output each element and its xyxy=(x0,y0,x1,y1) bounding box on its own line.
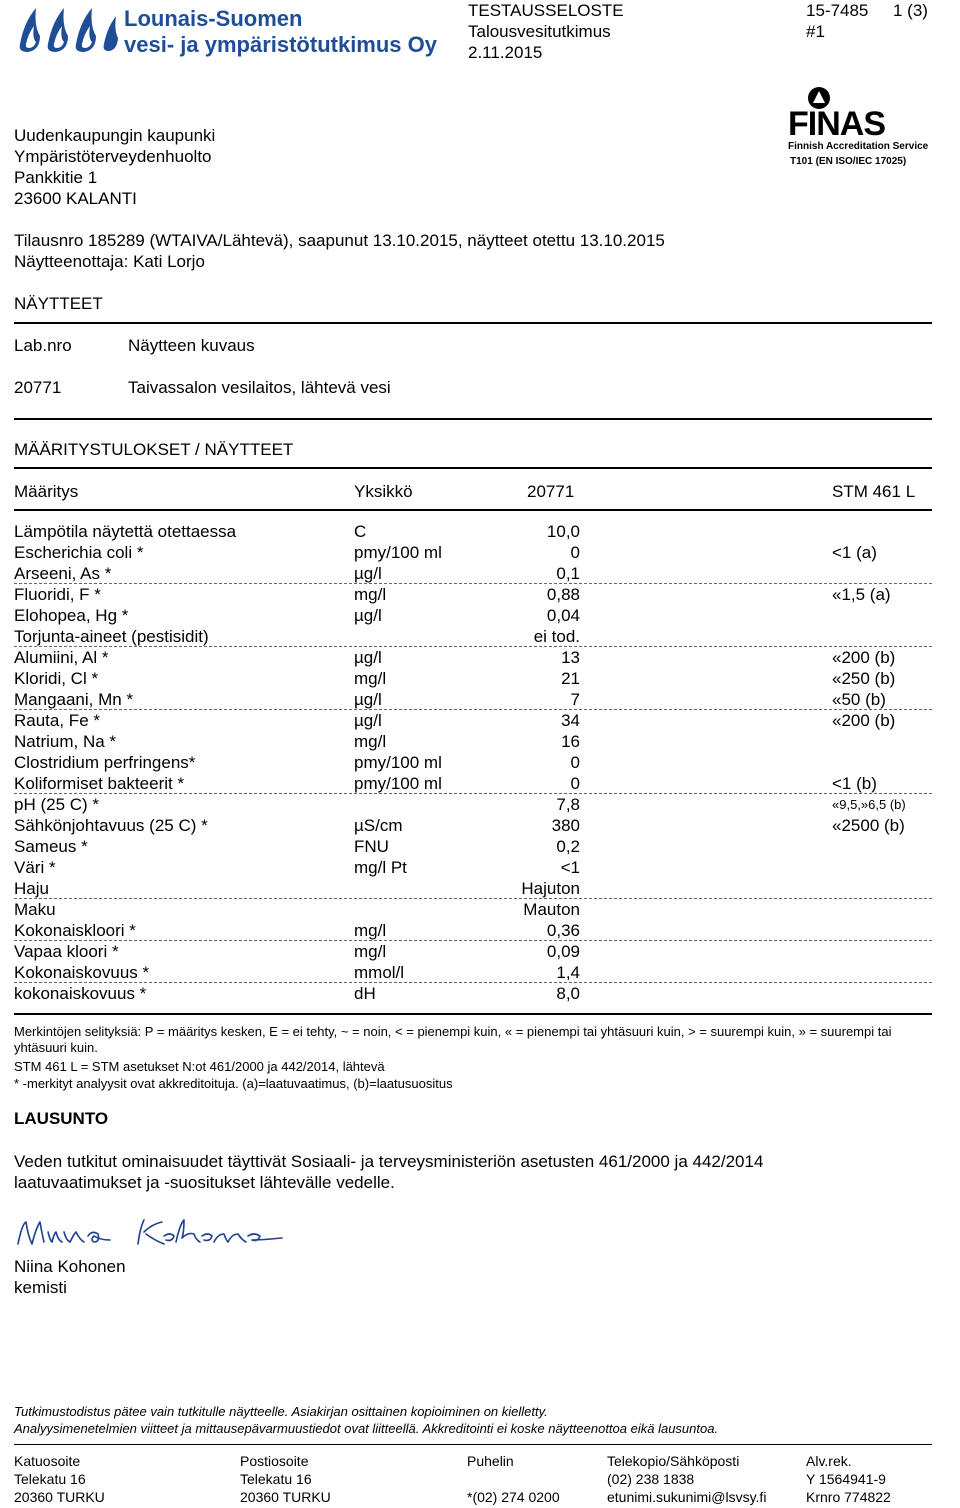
result-row xyxy=(14,899,932,920)
footer-col3-line: *(02) 274 0200 xyxy=(467,1489,560,1505)
result-value: 0,09 xyxy=(546,942,580,961)
result-row xyxy=(14,941,932,962)
result-unit: µg/l xyxy=(354,648,382,667)
result-stm-limit: «50 (b) xyxy=(832,690,886,709)
footer-col1-line: 20360 TURKU xyxy=(14,1489,105,1505)
result-unit: µg/l xyxy=(354,690,382,709)
results-col-stm: STM 461 L xyxy=(832,482,916,501)
result-row xyxy=(14,584,932,605)
water-drops-icon xyxy=(14,4,118,58)
result-value: 13 xyxy=(561,648,580,667)
sample-labnro: 20771 xyxy=(14,378,62,397)
section-divider xyxy=(14,322,932,324)
document-type: TESTAUSSELOSTE xyxy=(468,1,624,20)
result-unit: pmy/100 ml xyxy=(354,753,442,772)
stm-note: STM 461 L = STM asetukset N:ot 461/2000 ja 442/2014, lähtevä xyxy=(14,1059,385,1074)
result-stm-limit: <1 (a) xyxy=(832,543,877,562)
result-name: Elohopea, Hg * xyxy=(14,606,129,625)
footer-disclaimer-2: Analyysimenetelmien viitteet ja mittausepävarmuustiedot ovat liitteellä. Akkreditointi ei koske näytteenottoa eikä lausuntoa. xyxy=(14,1421,719,1436)
result-name: Arseeni, As * xyxy=(14,564,112,583)
results-table xyxy=(14,521,932,1004)
results-col-unit: Yksikkö xyxy=(354,482,413,501)
result-name: pH (25 C) * xyxy=(14,795,100,814)
sample-description: Taivassalon vesilaitos, lähtevä vesi xyxy=(128,378,391,397)
result-row xyxy=(14,710,932,731)
statement-heading: LAUSUNTO xyxy=(14,1109,109,1128)
signer-title: kemisti xyxy=(14,1278,67,1297)
result-row xyxy=(14,626,932,647)
result-stm-limit: <1 (b) xyxy=(832,774,877,793)
result-value: 7,8 xyxy=(556,795,580,814)
result-name: Kloridi, Cl * xyxy=(14,669,99,688)
result-value: 0 xyxy=(570,543,580,562)
result-row xyxy=(14,668,932,689)
signature-icon xyxy=(14,1214,284,1256)
recipient-line2: Ympäristöterveydenhuolto xyxy=(14,147,212,166)
result-name: Torjunta-aineet (pestisidit) xyxy=(14,627,209,646)
result-value: 1,4 xyxy=(556,963,580,982)
result-value: 380 xyxy=(551,816,580,835)
result-row xyxy=(14,878,932,899)
footer-col2-line: 20360 TURKU xyxy=(240,1489,331,1505)
result-unit: mg/l xyxy=(354,585,387,604)
legend-note: Merkintöjen selityksiä: P = määritys kesken, E = ei tehty, ~ = noin, < = pienempi kuin, « = pienempi tai yhtäsuuri kuin, > = suurempi kuin, » = suurempi tai yhtäsuuri kuin. xyxy=(14,1024,892,1055)
results-heading: MÄÄRITYSTULOKSET / NÄYTTEET xyxy=(14,440,294,459)
results-col-sample: 20771 xyxy=(527,482,575,501)
footer-col1-line: Katuosoite xyxy=(14,1453,81,1469)
footer-col1-line: Telekatu 16 xyxy=(14,1471,86,1487)
page-indicator: 1 (3) xyxy=(893,1,928,20)
finas-logo xyxy=(788,86,929,172)
finas-service: Finnish Accreditation Service xyxy=(788,141,929,152)
result-stm-limit: «2500 (b) xyxy=(832,816,905,835)
org-name-line2: vesi- ja ympäristötutkimus Oy xyxy=(124,32,437,57)
result-unit: mmol/l xyxy=(354,963,405,982)
signer-name: Niina Kohonen xyxy=(14,1257,126,1276)
result-name: Sähkönjohtavuus (25 C) * xyxy=(14,816,208,835)
result-name: Haju xyxy=(14,879,49,898)
result-value: 34 xyxy=(561,711,580,730)
result-unit: mg/l xyxy=(354,669,387,688)
samples-col-description: Näytteen kuvaus xyxy=(128,336,255,355)
result-name: kokonaiskovuus * xyxy=(14,984,147,1003)
handwritten-signature xyxy=(14,1214,284,1256)
section-divider xyxy=(14,1013,932,1015)
recipient-line1: Uudenkaupungin kaupunki xyxy=(14,126,216,145)
result-name: Clostridium perfringens* xyxy=(14,753,196,772)
result-unit: µg/l xyxy=(354,564,382,583)
result-value: 0,36 xyxy=(546,921,580,940)
result-unit: mg/l xyxy=(354,732,387,751)
org-name-line1: Lounais-Suomen xyxy=(124,6,303,31)
result-value: 8,0 xyxy=(556,984,580,1003)
section-divider xyxy=(14,418,932,420)
result-stm-limit: «1,5 (a) xyxy=(832,585,891,604)
result-name: Rauta, Fe * xyxy=(14,711,100,730)
result-value: 0,2 xyxy=(556,837,580,856)
result-row xyxy=(14,521,932,542)
footer-col4-line: Telekopio/Sähköposti xyxy=(607,1453,740,1469)
result-row xyxy=(14,731,932,752)
footer-col4-line: etunimi.sukunimi@lsvsy.fi xyxy=(607,1489,767,1505)
result-name: Alumiini, Al * xyxy=(14,648,109,667)
order-info: Tilausnro 185289 (WTAIVA/Lähtevä), saapunut 13.10.2015, näytteet otettu 13.10.2015 xyxy=(14,231,665,250)
finas-wordmark: FINAS xyxy=(788,105,885,143)
result-unit: FNU xyxy=(354,837,389,856)
result-unit: pmy/100 ml xyxy=(354,543,442,562)
section-divider xyxy=(14,467,932,469)
result-value: Mauton xyxy=(523,900,580,919)
section-divider xyxy=(14,509,932,511)
result-value: 10,0 xyxy=(546,522,580,541)
samples-heading: NÄYTTEET xyxy=(14,294,103,313)
result-name: Mangaani, Mn * xyxy=(14,690,134,709)
result-value: ei tod. xyxy=(533,627,580,646)
document-subtype: Talousvesitutkimus xyxy=(468,22,611,41)
result-value: Hajuton xyxy=(521,879,580,898)
footer-col5-line: Y 1564941-9 xyxy=(806,1471,886,1487)
result-unit: µS/cm xyxy=(354,816,403,835)
result-row xyxy=(14,773,932,794)
result-name: Vapaa kloori * xyxy=(14,942,119,961)
document-hash: #1 xyxy=(806,22,825,41)
result-value: 0 xyxy=(570,774,580,793)
result-row xyxy=(14,794,932,815)
recipient-line3: Pankkitie 1 xyxy=(14,168,98,187)
result-row xyxy=(14,689,932,710)
result-name: Escherichia coli * xyxy=(14,543,144,562)
result-value: <1 xyxy=(560,858,580,877)
footer-divider xyxy=(14,1444,932,1445)
result-unit: mg/l xyxy=(354,942,387,961)
footer-col5-line: Krnro 774822 xyxy=(806,1489,891,1505)
result-stm-limit: «250 (b) xyxy=(832,669,896,688)
company-logo xyxy=(14,4,437,58)
result-name: Sameus * xyxy=(14,837,88,856)
result-row xyxy=(14,920,932,941)
result-row xyxy=(14,563,932,584)
result-stm-limit: «200 (b) xyxy=(832,711,896,730)
result-unit: dH xyxy=(354,984,376,1003)
result-value: 7 xyxy=(570,690,580,709)
result-unit: mg/l Pt xyxy=(354,858,407,877)
result-name: Maku xyxy=(14,900,56,919)
footer-col2-line: Postiosoite xyxy=(240,1453,309,1469)
result-row xyxy=(14,962,932,983)
result-name: Kokonaiskovuus * xyxy=(14,963,150,982)
result-unit: µg/l xyxy=(354,711,382,730)
accreditation-note: * -merkityt analyysit ovat akkreditoituja. (a)=laatuvaatimus, (b)=laatusuositus xyxy=(14,1076,453,1091)
result-name: Lämpötila näytettä otettaessa xyxy=(14,522,237,541)
samples-col-labnro: Lab.nro xyxy=(14,336,72,355)
result-name: Väri * xyxy=(14,858,56,877)
sampler-info: Näytteenottaja: Kati Lorjo xyxy=(14,252,205,271)
result-value: 0 xyxy=(570,753,580,772)
result-row xyxy=(14,605,932,626)
result-row xyxy=(14,836,932,857)
result-row xyxy=(14,857,932,878)
statement-text: Veden tutkitut ominaisuudet täyttivät Sosiaali- ja terveysministeriön asetusten 461/2000 ja 442/2014 laatuvaatimukset ja -suositukset lähtevälle vedelle. xyxy=(14,1152,764,1192)
result-unit: pmy/100 ml xyxy=(354,774,442,793)
result-row xyxy=(14,983,932,1004)
result-value: 0,1 xyxy=(556,564,580,583)
result-unit: µg/l xyxy=(354,606,382,625)
footer-disclaimer-1: Tutkimustodistus pätee vain tutkitulle näytteelle. Asiakirjan osittainen kopioiminen on kielletty. xyxy=(14,1404,548,1419)
document-date: 2.11.2015 xyxy=(468,43,543,62)
result-row xyxy=(14,815,932,836)
result-row xyxy=(14,542,932,563)
recipient-line4: 23600 KALANTI xyxy=(14,189,137,208)
result-row xyxy=(14,752,932,773)
result-value: 16 xyxy=(561,732,580,751)
result-value: 0,88 xyxy=(546,585,580,604)
footer-col2-line: Telekatu 16 xyxy=(240,1471,312,1487)
result-name: Fluoridi, F * xyxy=(14,585,101,604)
result-unit: mg/l xyxy=(354,921,387,940)
result-value: 21 xyxy=(561,669,580,688)
result-unit: C xyxy=(354,522,367,541)
result-name: Koliformiset bakteerit * xyxy=(14,774,185,793)
result-name: Natrium, Na * xyxy=(14,732,117,751)
document-number: 15-7485 xyxy=(806,1,869,20)
result-row xyxy=(14,647,932,668)
results-col-name: Määritys xyxy=(14,482,79,501)
result-value: 0,04 xyxy=(546,606,580,625)
footer-col5-line: Alv.rek. xyxy=(806,1453,852,1469)
footer-col4-line: (02) 238 1838 xyxy=(607,1471,695,1487)
footer-col3-line: Puhelin xyxy=(467,1453,514,1469)
result-name: Kokonaiskloori * xyxy=(14,921,136,940)
result-stm-limit: «200 (b) xyxy=(832,648,896,667)
finas-code: T101 (EN ISO/IEC 17025) xyxy=(790,156,907,167)
result-stm-limit: «9,5,»6,5 (b) xyxy=(832,797,906,812)
